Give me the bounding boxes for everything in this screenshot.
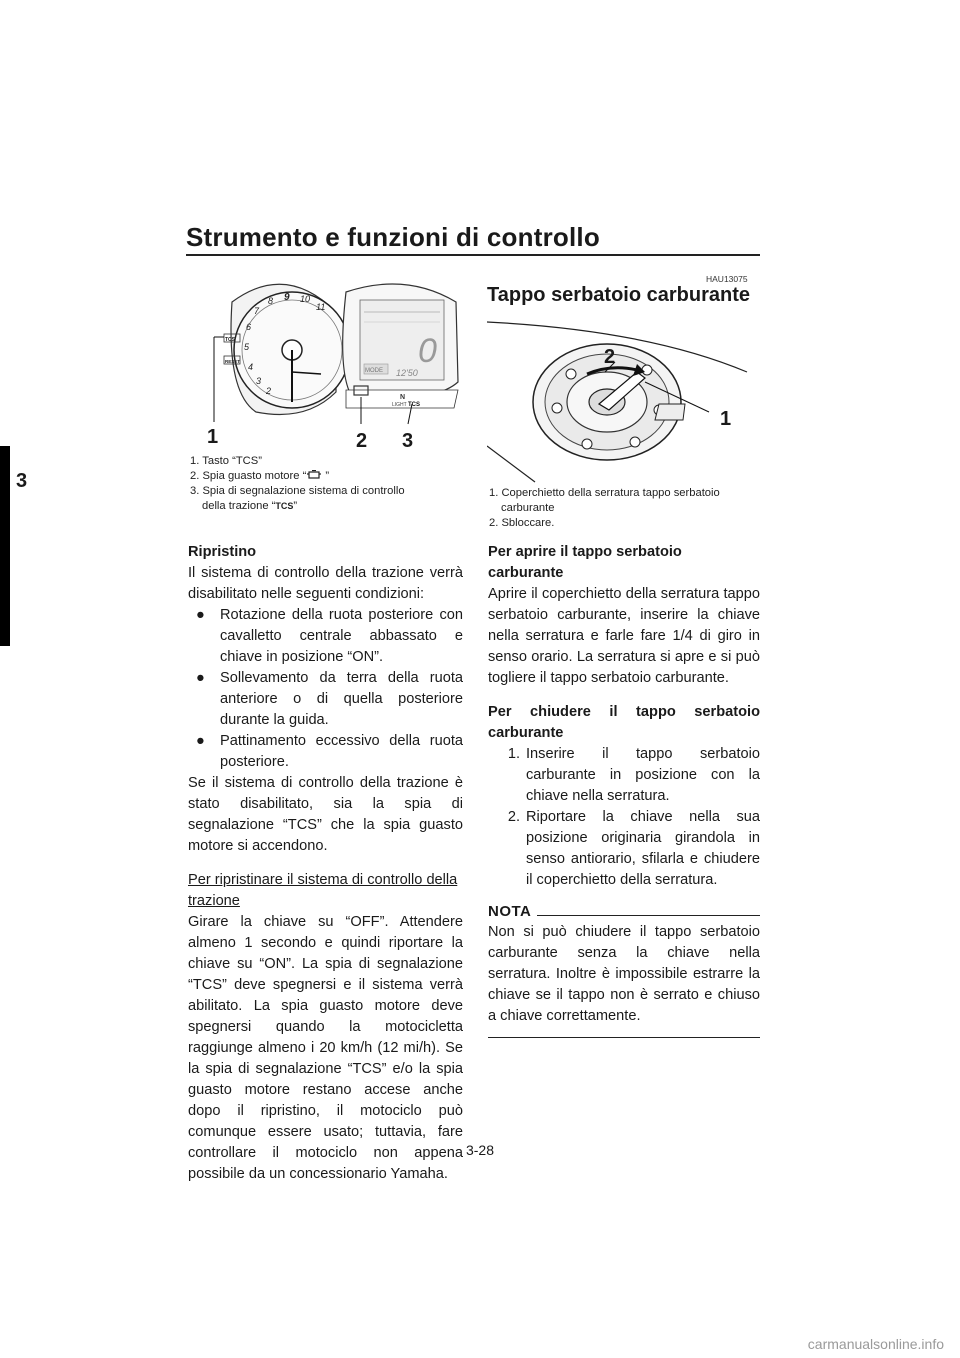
left-column xyxy=(188,542,463,1185)
figure2-captions xyxy=(489,486,761,531)
svg-text:11: 11 xyxy=(316,302,326,312)
svg-text:TCS: TCS xyxy=(225,337,235,343)
svg-text:10: 10 xyxy=(300,294,311,304)
svg-text:8: 8 xyxy=(268,296,274,306)
reset-heading-line2: trazione xyxy=(188,893,240,909)
figure1-caption-1: 1. Tasto “TCS” xyxy=(190,455,262,467)
page-number: 3-28 xyxy=(465,1142,495,1158)
step-item: 2. Riportare la chiave nella sua posizione originaria girandola in senso antiorario, sfilarla e chiudere il coperchietto della serratura. xyxy=(507,809,760,888)
svg-text:7: 7 xyxy=(254,306,260,316)
figure1-callout-3: 3 xyxy=(402,430,414,452)
figure2-callout-2: 2 xyxy=(604,346,616,368)
svg-text:N: N xyxy=(400,394,406,401)
close-heading: Per chiudere il tappo serbatoio carburante xyxy=(488,704,760,741)
figure2-caption-1: 1. Coperchietto della serratura tappo serbatoio carburante xyxy=(489,487,720,514)
chapter-number: 3 xyxy=(16,470,28,492)
section-code: HAU13075 xyxy=(706,274,748,284)
bullet-item: ● Pattinamento eccessivo della ruota posteriore. xyxy=(196,733,463,770)
disabled-note: Se il sistema di controllo della trazione è stato disabilitato, sia la spia di segnalazione “TCS” che la spia guasto motore si accendono. xyxy=(188,775,463,854)
svg-text:TCS: TCS xyxy=(408,402,420,408)
figure1-callout-2: 2 xyxy=(356,430,368,452)
figure2-callout-1: 1 xyxy=(720,408,732,430)
svg-text:4: 4 xyxy=(248,362,254,372)
figure1-callout-1: 1 xyxy=(207,426,219,448)
chapter-tab xyxy=(0,446,10,646)
figure2-caption-2: 2. Sbloccare. xyxy=(489,517,555,529)
reset-body: Girare la chiave su “OFF”. Attendere almeno 1 secondo e quindi riportare la chiave su “ON”. La spia di segnalazione “TCS” deve spegnersi e il sistema verrà abilitato. La spia guasto motore deve spegnersi quando la motocicletta raggiunge almeno i 20 km/h (12 mi/h). Se la spia di segnalazione “TCS” e/o la spia guasto motore restano accese anche dopo il ripristino, il motociclo può comunque essere usato; tuttavia, fare controllare il motociclo non appena possibile da un concessionario Yamaha. xyxy=(188,914,463,1182)
page-header-title: Strumento e funzioni di controllo xyxy=(186,222,600,252)
svg-text:2: 2 xyxy=(266,386,272,396)
ripristino-intro: Il sistema di controllo della trazione verrà disabilitato nelle seguenti condizioni: xyxy=(188,565,463,602)
instrument-cluster-figure xyxy=(196,272,466,454)
section-heading: Tappo serbatoio carburante xyxy=(487,284,751,306)
tcs-icon: TCS xyxy=(275,501,294,511)
engine-warning-icon xyxy=(306,470,322,480)
figure1-caption-3: 3. Spia di segnalazione sistema di controllo della trazione “TCS” xyxy=(190,485,405,512)
svg-text:5: 5 xyxy=(244,342,250,352)
open-body: Aprire il coperchietto della serratura tappo serbatoio carburante, inserire la chiave nella serratura e farle fare 1/4 di giro in senso orario. La serratura si apre e si può togliere il tappo serbatoio carburante. xyxy=(488,586,760,686)
right-column xyxy=(488,542,760,1038)
svg-text:9: 9 xyxy=(284,292,290,303)
nota-header: NOTA xyxy=(488,901,760,922)
figure1-caption-2: 2. Spia guasto motore “ ” xyxy=(190,470,330,482)
nota-end-rule xyxy=(488,1037,760,1038)
svg-text:0: 0 xyxy=(418,332,437,370)
step-item: 1. Inserire il tappo serbatoio carburante in posizione con la chiave nella serratura. xyxy=(507,746,760,804)
svg-text:LIGHT: LIGHT xyxy=(392,402,407,408)
bullet-item: ● Rotazione della ruota posteriore con cavalletto centrale abbassato e chiave in posizione “ON”. xyxy=(196,607,463,665)
svg-text:6: 6 xyxy=(246,322,252,332)
header-rule xyxy=(186,254,760,256)
ripristino-heading: Ripristino xyxy=(188,544,257,560)
svg-text:RESET: RESET xyxy=(225,359,241,364)
tachometer-dial xyxy=(224,284,350,414)
figure1-captions xyxy=(190,454,470,514)
lcd-display xyxy=(343,284,458,402)
svg-text:3: 3 xyxy=(256,376,262,386)
open-heading: Per aprire il tappo serbatoio carburante xyxy=(488,544,682,581)
reset-heading-line1: Per ripristinare il sistema di controllo della xyxy=(188,872,458,888)
svg-text:12'50: 12'50 xyxy=(396,368,418,378)
watermark[interactable]: carmanualsonline.info xyxy=(807,1336,944,1352)
nota-body: Non si può chiudere il tappo serbatoio carburante senza la chiave nella serratura. Inoltre è impossibile estrarre la chiave se il tappo non è serrato e chiuso a chiave correttamente. xyxy=(488,924,760,1024)
svg-text:MODE: MODE xyxy=(365,368,383,374)
fuel-cap-figure xyxy=(487,312,759,484)
bullet-item: ● Sollevamento da terra della ruota anteriore o di quella posteriore durante la guida. xyxy=(196,670,463,728)
